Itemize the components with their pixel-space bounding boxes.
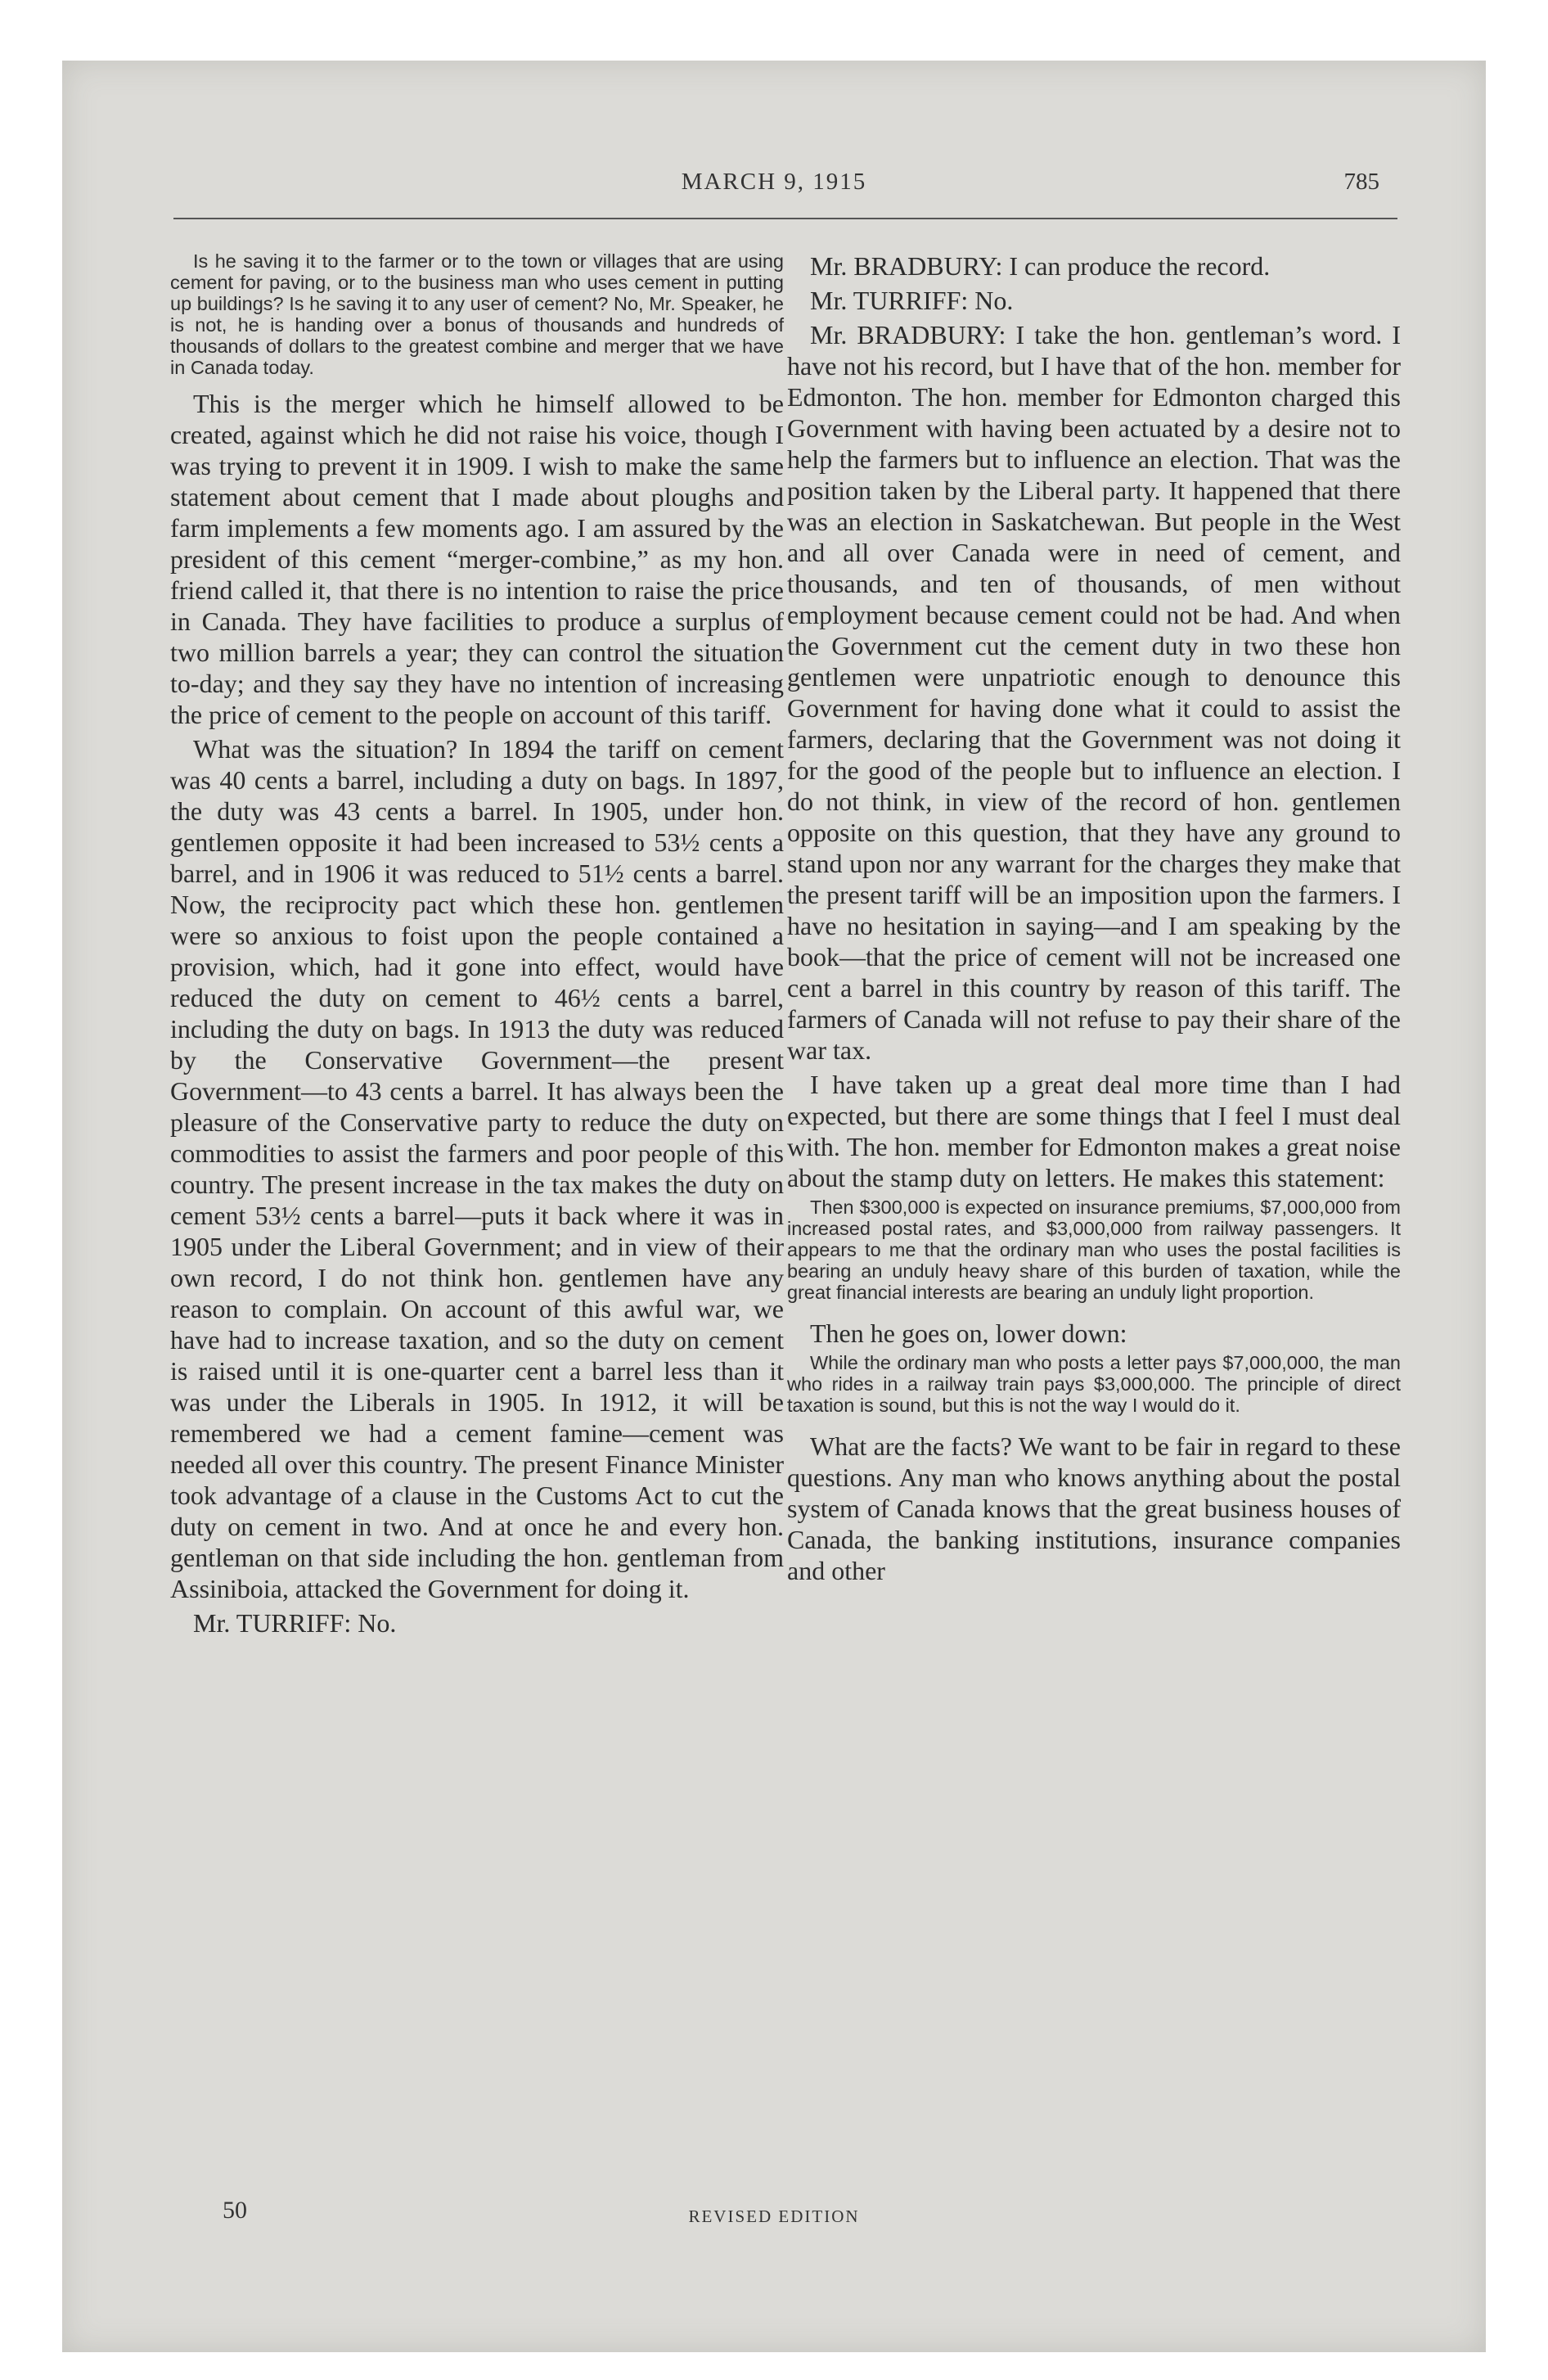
page-number: 785 — [1343, 169, 1379, 195]
speaker-interjection: Mr. BRADBURY: I can produce the record. — [810, 251, 1271, 281]
hansard-page — [62, 61, 1486, 2352]
paragraph: Then he goes on, lower down: — [810, 1318, 1127, 1348]
paragraph: What was the situation? In 1894 the tariff on cement was 40 cents a barrel, including a duty on bags. In 1897, the duty was 43 cents a barrel. In 1905, under hon. gentlemen opposite it had been increased to 53½ cents a barrel, and in 1906 it was reduced to 51½ cents a barrel. Now, the reciprocity pact which these hon. gentlemen were so anxious to foist upon the people contained a provision, which, had it gone into effect, would have reduced the duty on cement to 46½ cents a barrel, including the duty on bags. In 1913 the duty was reduced by the Conservative Government—the present Government—to 43 cents a barrel. It has always been the pleasure of the Conservative party to reduce the duty on commodities to assist the farmers and poor people of this country. The present increase in the tax makes the duty on cement 53½ cents a barrel—puts it back where it was in 1905 under the Liberal Government; and in view of their own record, I do not think hon. gentlemen have any reason to complain. On account of this awful war, we have had to increase taxation, and so the duty on cement is raised until it is one-quarter cent a barrel less than it was under the Liberals in 1905. In 1912, it will be remembered we had a cement famine—cement was needed all over this country. The present Finance Minister took advantage of a clause in the Customs Act to cut the duty on cement in two. And at once he and every hon. gentleman on that side including the hon. gentleman from Assiniboia, attacked the Government for doing it. — [170, 734, 784, 1603]
header-rule — [173, 218, 1397, 219]
signature-number: 50 — [223, 2197, 247, 2224]
quoted-passage: Is he saving it to the farmer or to the town or villages that are using cement for paving, or to the business man who uses cement in putting up buildings? Is he saving it to any user of cement? No, Mr. Speaker, he is not, he is handing over a bonus of thousands and hundreds of thousands of dollars to the greatest combine and merger that we have in Canada today. — [170, 250, 784, 378]
paragraph: What are the facts? We want to be fair in regard to these questions. Any man who knows anything about the postal system of Canada knows that the great business houses of Canada, the banking institutions, insurance companies and other — [787, 1431, 1401, 1585]
edition-footer: REVISED EDITION — [688, 2206, 860, 2226]
paragraph: This is the merger which he himself allowed to be created, against which he did not raise his voice, though I was trying to prevent it in 1909. I wish to make the same statement about cement that I made about ploughs and farm implements a few moments ago. I am assured by the president of this cement “merger-combine,” as my hon. friend called it, that there is no intention to raise the price in Canada. They have facilities to produce a surplus of two million barrels a year; they can control the situation to-day; and they say they have no intention of increasing the price of cement to the people on account of this tariff. — [170, 389, 784, 729]
quoted-passage: While the ordinary man who posts a letter pays $7,000,000, the man who rides in a railway train pays $3,000,000. The principle of direct taxation is sound, but this is not the way I would do it. — [787, 1352, 1401, 1416]
paragraph: Mr. BRADBURY: I take the hon. gentleman’s word. I have not his record, but I have that of the hon. member for Edmonton. The hon. member for Edmonton charged this Government with having been actuated by a desire not to help the farmers but to influence an election. That was the position taken by the Liberal party. It happened that there was an election in Saskatchewan. But people in the West and all over Canada were in need of cement, and thousands, and ten of thousands, of men without employment because cement could not be had. And when the Government cut the cement duty in two these hon gentlemen were unpatriotic enough to denounce this Government for having done what it could to assist the farmers, declaring that the Government was not doing it for the good of the people but to influence an election. I do not think, in view of the record of hon. gentlemen opposite on this question, that they have any ground to stand upon nor any warrant for the charges they make that the present tariff will be an imposition upon the farmers. I have no hesitation in saying—and I am speaking by the book—that the price of cement will not be increased one cent a barrel in this country by reason of this tariff. The farmers of Canada will not refuse to pay their share of the war tax. — [787, 320, 1401, 1065]
speaker-interjection: Mr. TURRIFF: No. — [810, 286, 1014, 315]
paragraph: I have taken up a great deal more time than I had expected, but there are some things that I feel I must deal with. The hon. member for Edmonton makes a great noise about the stamp duty on letters. He makes this statement: — [787, 1070, 1401, 1192]
right-column — [787, 250, 1401, 1589]
speaker-interjection: Mr. TURRIFF: No. — [193, 1608, 397, 1638]
scanned-page — [62, 61, 1486, 2352]
left-column — [170, 250, 784, 1642]
quoted-passage: Then $300,000 is expected on insurance premiums, $7,000,000 from increased postal rates, and $3,000,000 from railway passengers. It appears to me that the ordinary man who uses the postal facilities is bearing an unduly heavy share of this burden of taxation, while the great financial interests are bearing an unduly light proportion. — [787, 1197, 1401, 1303]
running-head: MARCH 9, 1915 — [681, 169, 867, 195]
